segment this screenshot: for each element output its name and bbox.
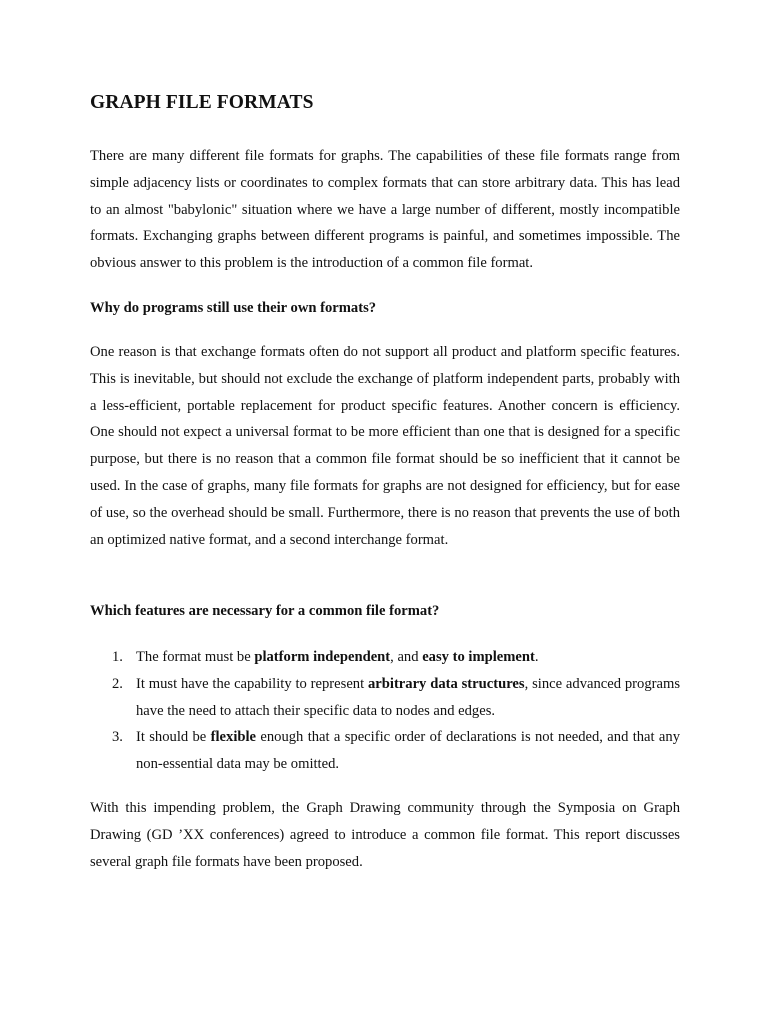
list-item-emphasis: arbitrary data structures bbox=[368, 675, 525, 692]
list-item-emphasis: flexible bbox=[210, 729, 257, 746]
own-formats-paragraph: One reason is that exchange formats often do not support all product and platform specific features. This is inevitable, but should not exclude the exchange of platform independent parts, probably with a less-efficient, portable replacement for product specific features. Another concern is efficiency. One should not expect a universal format to be more efficient than one that is designed for a specific purpose, but there is no reason that a common file format should be so inefficient that it cannot be used. In the case of graphs, many file formats for graphs are not designed for efficiency, but for ease of use, so the overhead should be small. Furthermore, there is no reason that prevents the use of both an optimized native format, and a second interchange format. bbox=[90, 344, 680, 548]
list-item-emphasis: easy to implement bbox=[422, 649, 535, 665]
list-item bbox=[90, 724, 680, 778]
list-item-text: It must have the capability to represent bbox=[136, 675, 368, 692]
list-item-text: It should be bbox=[136, 729, 211, 746]
list-item-text: The format must be bbox=[136, 649, 255, 665]
intro-paragraph: There are many different file formats for graphs. The capabilities of these file formats range from simple adjacency lists or coordinates to complex formats that can store arbitrary data. This has lead to an almost "babylonic" situation where we have a large number of different, mostly incompatible formats. Exchanging graphs between different programs is painful, and sometimes impossible. The obvious answer to this problem is the introduction of a common file format. bbox=[90, 148, 680, 272]
list-item-text: enough that a specific order of declarations is not needed, and that any non-essential data may be omitted. bbox=[136, 729, 680, 773]
features-list bbox=[90, 644, 680, 778]
list-item-number: 3. bbox=[112, 729, 123, 746]
section-heading-necessary-features: Which features are necessary for a common file format? bbox=[90, 603, 440, 619]
section-heading-own-formats: Why do programs still use their own formats? bbox=[90, 300, 377, 316]
list-item-number: 2. bbox=[112, 675, 123, 692]
list-item-emphasis: platform independent bbox=[254, 649, 391, 665]
closing-paragraph: With this impending problem, the Graph Drawing community through the Symposia on Graph Drawing (GD ’XX conferences) agreed to introduce a common file format. This report discusses several graph file formats have been proposed. bbox=[90, 800, 680, 870]
list-item bbox=[90, 671, 680, 725]
list-item-number: 1. bbox=[112, 649, 123, 665]
list-item-text: , and bbox=[390, 649, 423, 665]
list-item-text: , since advanced programs have the need to attach their specific data to nodes and edges. bbox=[136, 675, 680, 719]
document-title: GRAPH FILE FORMATS bbox=[90, 92, 314, 113]
list-item-text: . bbox=[534, 649, 539, 665]
list-item bbox=[90, 644, 680, 671]
